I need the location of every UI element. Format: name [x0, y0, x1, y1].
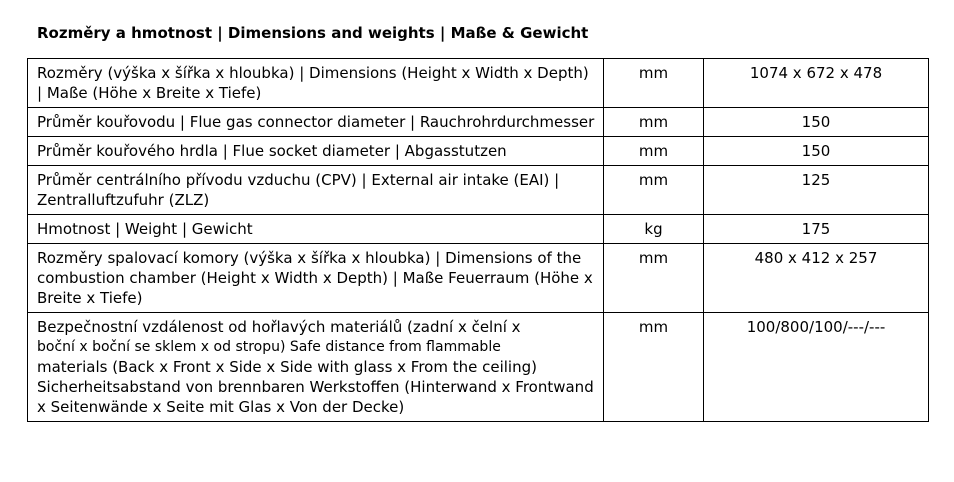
row-unit: mm: [604, 108, 704, 137]
row-unit: mm: [604, 59, 704, 108]
row-description-line: boční x boční se sklem x od stropu) Safe distance from flammable: [37, 339, 501, 355]
dimensions-table: [27, 58, 929, 422]
row-value: 100/800/100/---/---: [704, 313, 929, 422]
row-description: Rozměry spalovací komory (výška x šířka x hloubka) | Dimensions of the combustion chamber (Height x Width x Depth) | Maße Feuerraum (Höhe x Breite x Tiefe): [28, 244, 604, 313]
table-row: [28, 244, 929, 313]
table-row: [28, 137, 929, 166]
row-value: 1074 x 672 x 478: [704, 59, 929, 108]
row-description: Rozměry (výška x šířka x hloubka) | Dimensions (Height x Width x Depth) | Maße (Höhe x Breite x Tiefe): [28, 59, 604, 108]
page-title: Rozměry a hmotnost | Dimensions and weights | Maße & Gewicht: [37, 24, 589, 42]
row-value: 175: [704, 215, 929, 244]
row-value: 480 x 412 x 257: [704, 244, 929, 313]
row-description: Průměr kouřovodu | Flue gas connector diameter | Rauchrohrdurchmesser: [28, 108, 604, 137]
row-description: Průměr centrálního přívodu vzduchu (CPV) | External air intake (EAI) | Zentralluftzufuhr (ZLZ): [28, 166, 604, 215]
row-unit: mm: [604, 313, 704, 422]
row-value: 150: [704, 137, 929, 166]
row-unit: mm: [604, 244, 704, 313]
table-row: [28, 313, 929, 422]
row-description-line: materials (Back x Front x Side x Side with glass x From the ceiling) Sicherheitsabstand von brennbaren Werkstoffen (Hinterwand x Frontwand x Seitenwände x Seite mit Glas x Von der Decke): [37, 358, 594, 416]
row-unit: mm: [604, 166, 704, 215]
row-value: 125: [704, 166, 929, 215]
row-unit: mm: [604, 137, 704, 166]
table-row: [28, 215, 929, 244]
table-row: [28, 166, 929, 215]
row-value: 150: [704, 108, 929, 137]
table-row: [28, 108, 929, 137]
row-description: Průměr kouřového hrdla | Flue socket diameter | Abgasstutzen: [28, 137, 604, 166]
row-unit: kg: [604, 215, 704, 244]
row-description: Hmotnost | Weight | Gewicht: [28, 215, 604, 244]
table-row: [28, 59, 929, 108]
row-description: [28, 313, 604, 422]
row-description-line: Bezpečnostní vzdálenost od hořlavých materiálů (zadní x čelní x: [37, 318, 521, 336]
